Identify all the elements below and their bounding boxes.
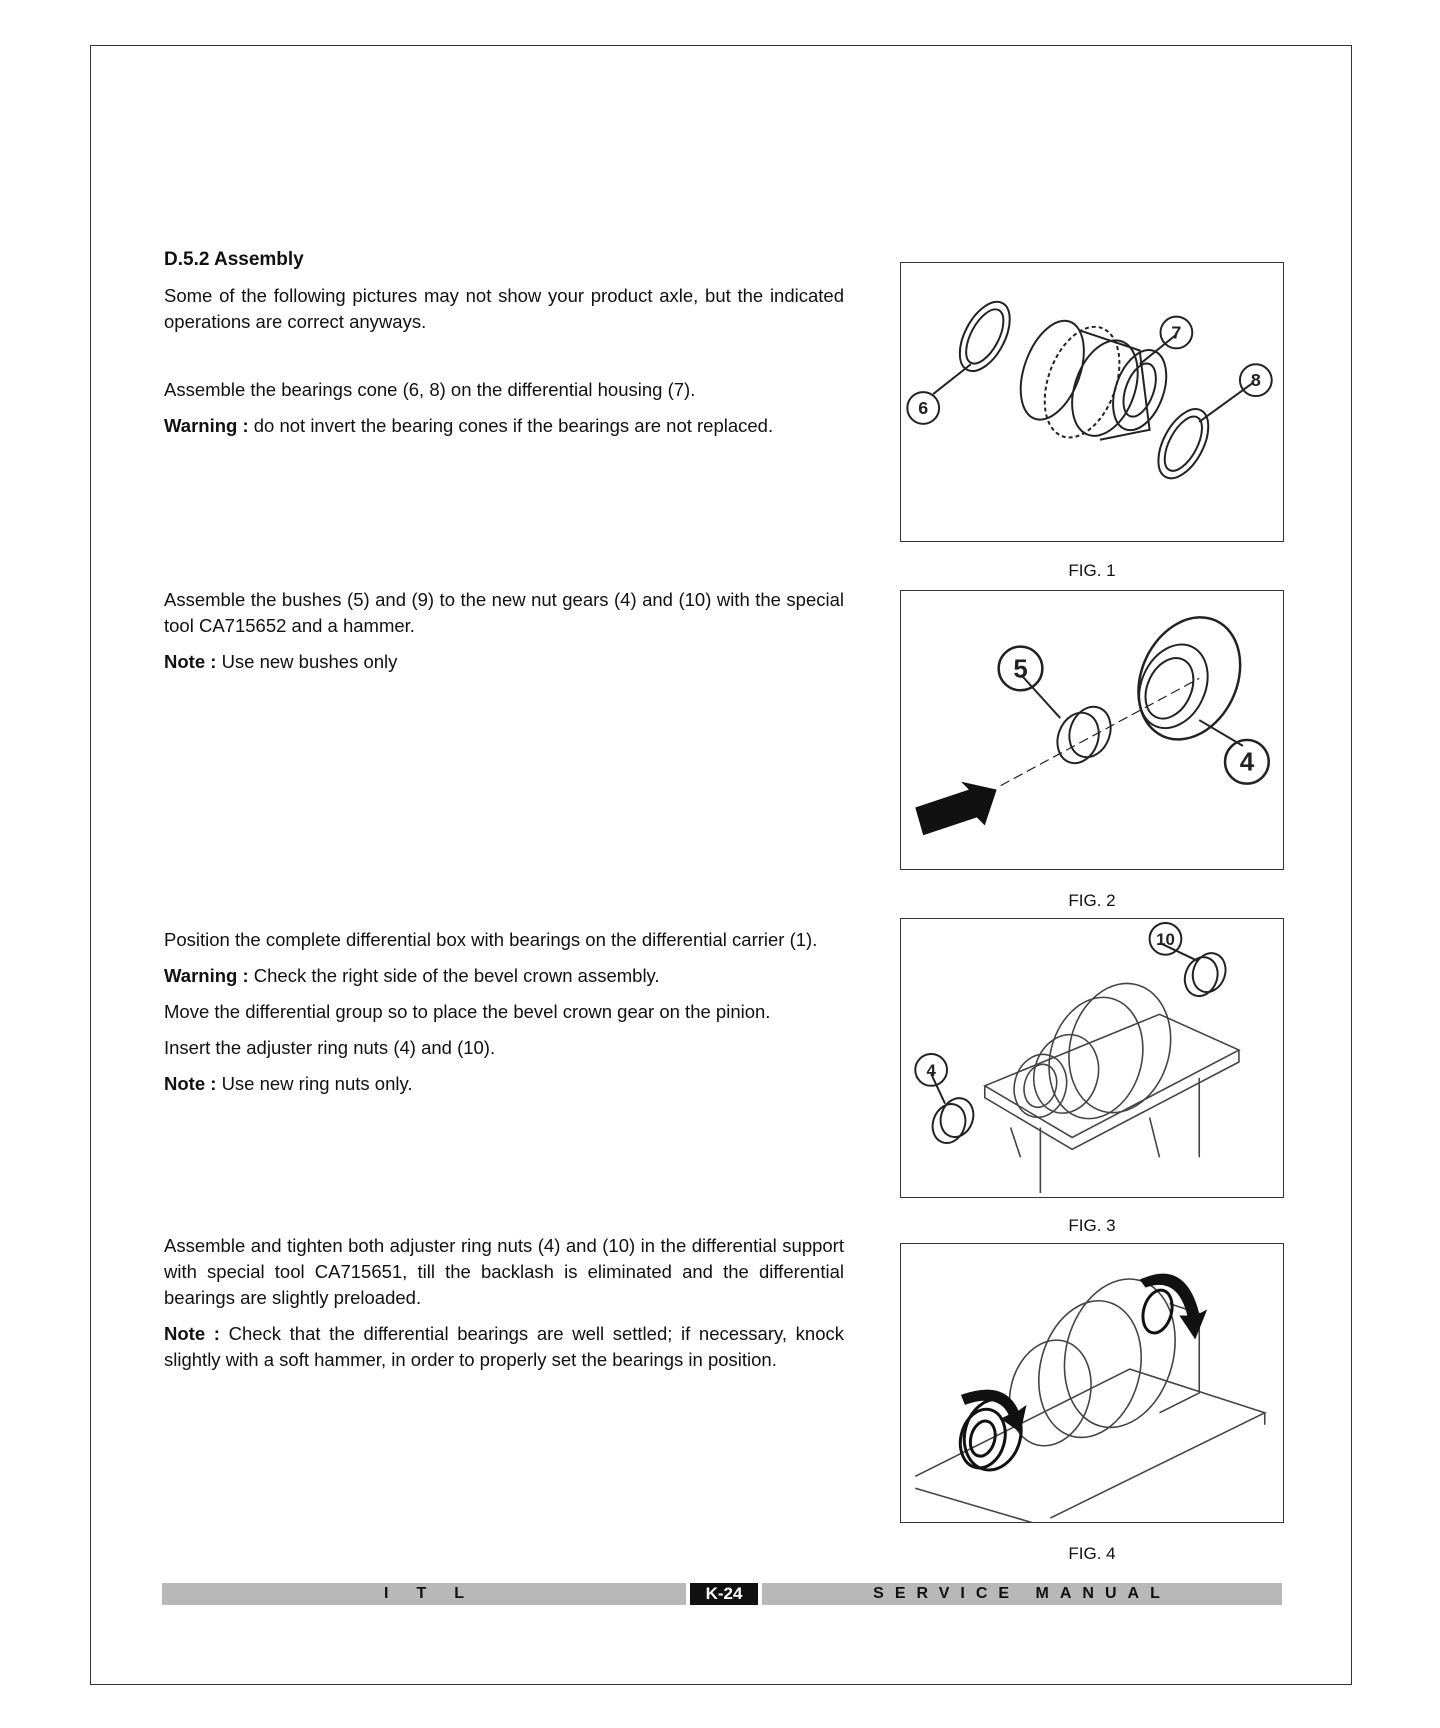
page-footer — [162, 1583, 1282, 1605]
paragraph: Assemble and tighten both adjuster ring nuts (4) and (10) in the differential support with special tool CA715651, till the backlash is eliminated and the differential bearings are slightly preloaded. — [164, 1235, 844, 1308]
step-position-differential — [164, 927, 844, 1107]
warning-paragraph: Warning : do not invert the bearing cones if the bearings are not replaced. — [164, 415, 774, 436]
figure-4-caption: FIG. 4 — [1068, 1544, 1116, 1563]
footer-brand: ITL — [384, 1585, 492, 1602]
step-bushes — [164, 587, 844, 685]
paragraph: Assemble the bushes (5) and (9) to the new nut gears (4) and (10) with the special tool CA715652 and a hammer. — [164, 589, 844, 636]
figure-2-bushes — [900, 590, 1284, 870]
figure-1-caption: FIG. 1 — [1068, 561, 1116, 580]
callout-8: 8 — [1250, 370, 1261, 391]
figure-4-illustration — [901, 1244, 1283, 1522]
callout-4: 4 — [1239, 748, 1255, 777]
figure-3-differential-carrier — [900, 918, 1284, 1198]
paragraph: Move the differential group so to place the bevel crown gear on the pinion. — [164, 1001, 771, 1022]
paragraph: Insert the adjuster ring nuts (4) and (10). — [164, 1037, 496, 1058]
section-heading: D.5.2 Assembly — [164, 249, 304, 270]
paragraph: Some of the following pictures may not show your product axle, but the indicated operations are correct anyways. — [164, 285, 844, 332]
footer-manual-title: SERVICE MANUAL — [873, 1585, 1171, 1602]
warning-paragraph: Warning : Check the right side of the bevel crown assembly. — [164, 965, 660, 986]
step-bearing-cones — [164, 377, 844, 449]
paragraph: Assemble the bearings cone (6, 8) on the differential housing (7). — [164, 379, 696, 400]
arrow-icon — [915, 782, 996, 836]
note-paragraph: Note : Check that the differential bearings are well settled; if necessary, knock slightly with a soft hammer, in order to properly set the bearings in position. — [164, 1323, 844, 1370]
callout-10: 10 — [1156, 929, 1175, 949]
paragraph: Position the complete differential box with bearings on the differential carrier (1). — [164, 929, 818, 950]
figure-2-caption: FIG. 2 — [1068, 891, 1116, 910]
figure-4-tightening — [900, 1243, 1284, 1523]
figure-1-bearing-cones — [900, 262, 1284, 542]
note-paragraph: Note : Use new ring nuts only. — [164, 1073, 413, 1094]
note-paragraph: Note : Use new bushes only — [164, 651, 398, 672]
callout-6: 6 — [918, 397, 929, 418]
figure-3-illustration — [901, 919, 1283, 1197]
figure-1-illustration — [901, 263, 1283, 541]
figure-3-caption: FIG. 3 — [1068, 1216, 1116, 1235]
callout-7: 7 — [1171, 322, 1182, 343]
step-intro — [164, 283, 844, 345]
callout-4: 4 — [926, 1060, 936, 1080]
step-tighten-nuts — [164, 1233, 844, 1383]
figure-2-illustration — [901, 591, 1283, 869]
callout-5: 5 — [1013, 655, 1028, 684]
page-number: K-24 — [690, 1583, 758, 1605]
